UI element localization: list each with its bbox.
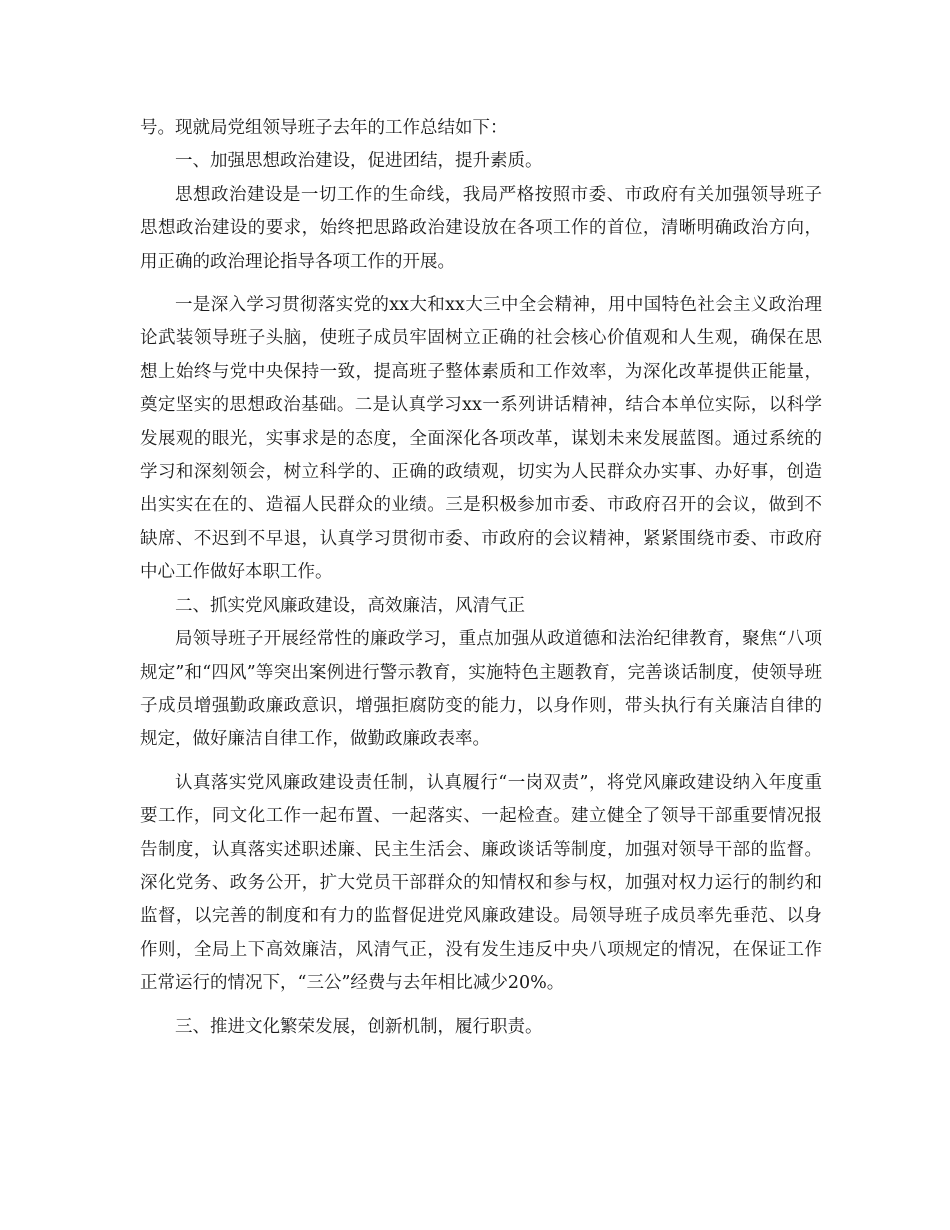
document-body <box>140 112 822 1044</box>
paragraph: 局领导班子开展经常性的廉政学习，重点加强从政道德和法治纪律教育，聚焦“八项规定”和“四风”等突出案例进行警示教育，实施特色主题教育，完善谈话制度，使领导班子成员增强勤政廉政意识，增强拒腐防变的能力，以身作则，带头执行有关廉洁自律的规定，做好廉洁自律工作，做勤政廉政表率。 <box>140 629 822 750</box>
section-heading-2: 二、抓实党风廉政建设，高效廉洁，风清气正 <box>175 595 525 616</box>
paragraph: 认真落实党风廉政建设责任制，认真履行“一岗双责”，将党风廉政建设纳入年度重要工作，同文化工作一起布置、一起落实、一起检查。建立健全了领导干部重要情况报告制度，认真落实述职述廉、民主生活会、廉政谈话等制度，加强对领导干部的监督。深化党务、政务公开，扩大党员干部群众的知情权和参与权，加强对权力运行的制约和监督，以完善的制度和有力的监督促进党风廉政建设。局领导班子成员率先垂范、以身作则，全局上下高效廉洁，风清气正，没有发生违反中央八项规定的情况，在保证工作正常运行的情况下，“三公”经费与去年相比减少20%。 <box>140 772 822 994</box>
paragraph-continuation: 号。现就局党组领导班子去年的工作总结如下： <box>140 118 508 138</box>
paragraph: 思想政治建设是一切工作的生命线，我局严格按照市委、市政府有关加强领导班子思想政治建设的要求，始终把思路政治建设放在各项工作的首位，清晰明确政治方向，用正确的政治理论指导各项工作的开展。 <box>140 184 822 272</box>
section-heading-1: 一、加强思想政治建设，促进团结，提升素质。 <box>175 151 543 172</box>
paragraph: 一是深入学习贯彻落实党的xx大和xx大三中全会精神，用中国特色社会主义政治理论武装领导班子头脑，使班子成员牢固树立正确的社会核心价值观和人生观，确保在思想上始终与党中央保持一致，提高班子整体素质和工作效率，为深化改革提供正能量，奠定坚实的思想政治基础。二是认真学习xx一系列讲话精神，结合本单位实际，以科学发展观的眼光，实事求是的态度，全面深化各项改革，谋划未来发展蓝图。通过系统的学习和深刻领会，树立科学的、正确的政绩观，切实为人民群众办实事、办好事，创造出实实在在的、造福人民群众的业绩。三是积极参加市委、市政府召开的会议，做到不缺席、不迟到不早退，认真学习贯彻市委、市政府的会议精神，紧紧围绕市委、市政府中心工作做好本职工作。 <box>140 295 822 583</box>
section-heading-3: 三、推进文化繁荣发展，创新机制，履行职责。 <box>175 1016 543 1037</box>
